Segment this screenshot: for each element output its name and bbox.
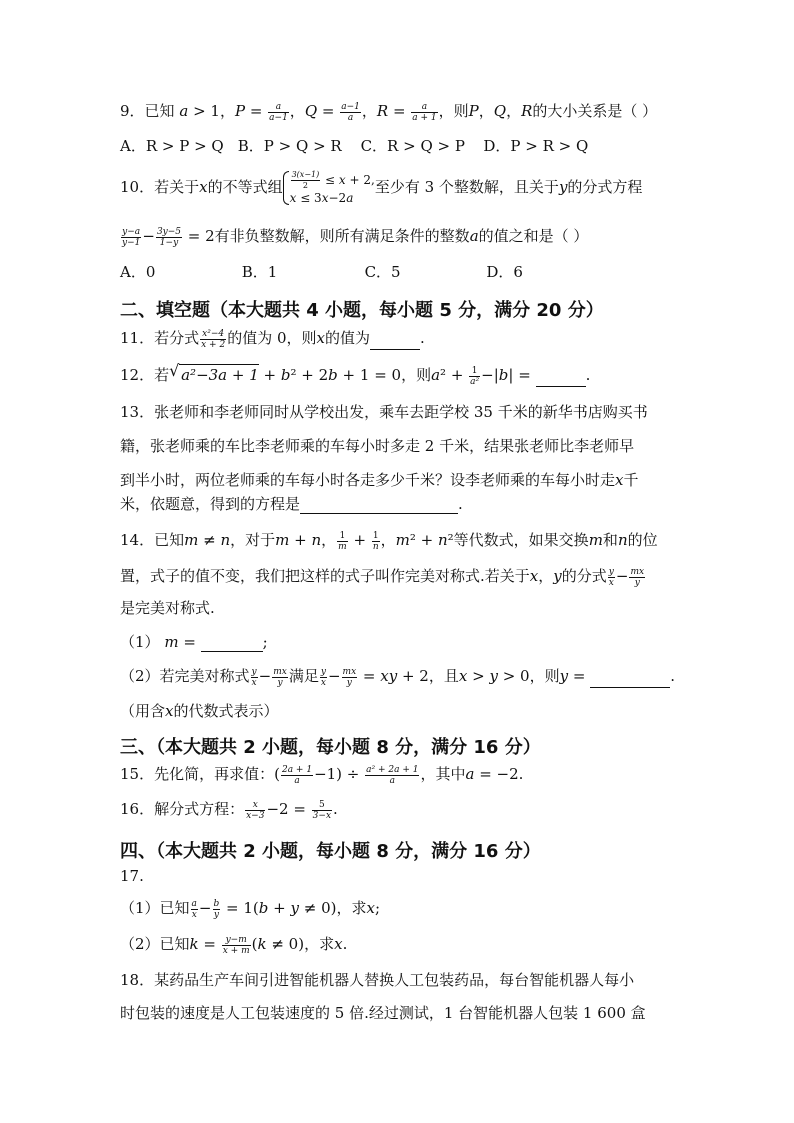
q12-answer-blank[interactable] (536, 372, 586, 387)
q10-options (120, 262, 523, 282)
q14-note: （用含x的代数式表示） (120, 702, 279, 720)
q10-line1: 10．若关于x的不等式组 $\frac{3(x-1)}{2}$ ≤ x + 2, x ≤ 3x−2a 至少有 3 个整数解，且关于y的分式方程 (120, 170, 643, 205)
q11-answer-blank[interactable] (370, 335, 420, 350)
q14-line3: 是完美对称式. (120, 599, 215, 617)
q9-line: 9．已知 a > 1，P = $\frac{a}{a-1}$ ，Q = $\frac{a-1}{a}$ ，R = $\frac{a}{a + 1}$ ，则P，Q，R的大小关系是（ ） (120, 101, 658, 123)
q18-line2: 时包装的速度是人工包装速度的 5 倍.经过测试，1 台智能机器人包装 1 600 盒 (120, 1004, 646, 1022)
q17-part1: （1）已知 $\frac{a}{x}$ − $\frac{b}{y}$ = 1(b + y ≠ 0)，求x; (120, 898, 381, 920)
q13-line3: 到半小时，两位老师乘的车每小时各走多少千米？设李老师乘的车每小时走x千 (120, 471, 639, 489)
section-4-heading: 四、（本大题共 2 小题，每小题 8 分，满分 16 分） (120, 841, 541, 862)
section-2-heading: 二、填空题（本大题共 4 小题，每小题 5 分，满分 20 分） (120, 300, 604, 321)
q14-part2-blank[interactable] (590, 673, 670, 688)
section-3-heading: 三、（本大题共 2 小题，每小题 8 分，满分 16 分） (120, 737, 541, 758)
q14-line1: 14．已知m ≠ n，对于m + n， $\frac{1}{m}$ + $\frac{1}{n}$ ，m² + n²等代数式，如果交换m和n的位 (120, 530, 658, 552)
q9-option-a: A．R > P > Q (120, 137, 224, 155)
q14-part2: （2）若完美对称式 $\frac{y}{x}$ − $\frac{mx}{y}$ 满足 $\frac{y}{x}$ − $\frac{mx}{y}$ = xy + 2，且x > y > 0，则y = . (120, 666, 675, 688)
q10-option-c: C．5 (364, 263, 401, 281)
q10-inequality-system: $\frac{3(x-1)}{2}$ ≤ x + 2, x ≤ 3x−2a (283, 170, 375, 206)
q10-line2: $\frac{y-a}{y-1}$ − $\frac{3y-5}{1-y}$ = 2有非负整数解，则所有满足条件的整数a的值之和是（ ） (122, 226, 589, 248)
q15-line: 15．先化简，再求值：( $\frac{2a + 1}{a}$ −1) ÷ $\frac{\text{a² + 2a + 1}}{a}$ ，其中a = −2. (120, 764, 524, 786)
q13-line4: 米，依题意，得到的方程是 . (120, 495, 463, 513)
q11-line: 11．若分式 $\frac{\text{x²−4}}{x + 2}$ 的值为 0，则x的值为 . (120, 328, 425, 350)
q14-line2: 置，式子的值不变，我们把这样的式子叫作完美对称式.若关于x，y的分式 $\frac{y}{x}$ − $\frac{mx}{y}$ (120, 566, 645, 588)
q16-line: 16．解分式方程： $\frac{x}{x-3}$ −2 = $\frac{5}{3-x}$ . (120, 799, 338, 821)
q10-option-b: B．1 (241, 263, 278, 281)
q9-option-d: D．P > R > Q (483, 137, 589, 155)
q17-number: 17. (120, 867, 144, 885)
q10-option-a: A．0 (120, 263, 156, 281)
q13-line2: 籍，张老师乘的车比李老师乘的车每小时多走 2 千米，结果张老师比李老师早 (120, 437, 635, 455)
q14-part1: （1） m = ; (120, 633, 268, 651)
q9-options (120, 136, 588, 156)
q9-option-c: C．R > Q > P (360, 137, 465, 155)
q12-line: 12．若√ a²−3a + 1 + b² + 2b + 1 = 0，则a² + $\frac{1}{\text{a²}}$ −|b| = . (120, 364, 590, 387)
q13-line1: 13．张老师和李老师同时从学校出发，乘车去距学校 35 千米的新华书店购买书 (120, 403, 648, 421)
q14-part1-blank[interactable] (201, 637, 263, 652)
q13-answer-blank[interactable] (300, 499, 458, 514)
q17-part2: （2）已知k = $\frac{y-m}{x + m}$ (k ≠ 0)，求x. (120, 934, 348, 956)
q10-option-d: D．6 (486, 263, 523, 281)
q18-line1: 18．某药品生产车间引进智能机器人替换人工包装药品，每台智能机器人每小 (120, 971, 635, 989)
q9-option-b: B．P > Q > R (237, 137, 342, 155)
